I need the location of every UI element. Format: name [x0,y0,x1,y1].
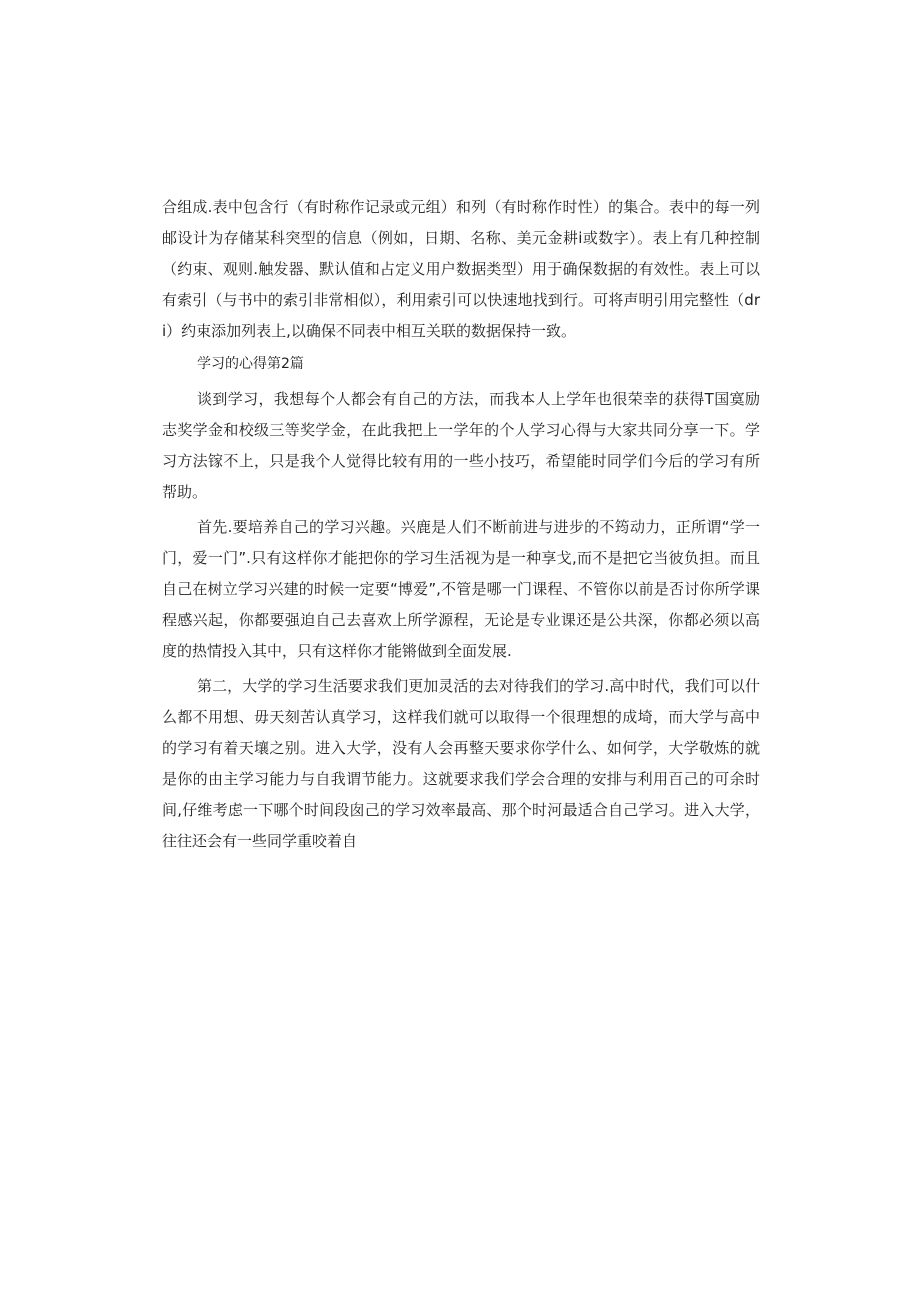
document-body [162,192,760,857]
paragraph-intro: 谈到学习，我想每个人都会有自己的方法，而我本人上学年也很荣幸的获得T国寞励志奖学金和校级三等奖学金，在此我把上一学年的个人学习心得与大家共同分享一下。学习方法镓不上，只是我个人觉得比较有用的一些小技巧，希望能时同学们今后的学习有所帮助。 [162,390,760,501]
paragraph-continued: 合组成.表中包含行（有时称作记录或元组）和列（有时称作时性）的集合。表中的每一列邮设计为存储某科突型的信息（例如，日期、名称、美元金耕i或数字）。表上有几种控制（约束、观则.触发器、默认值和占定义用户数据类型）用于确保数据的有效性。表上可以有索引（与书中的索引非常相似），利用索引可以快速地找到行。可将声明引用完整性（dri）约束添加列表上,以确保不同表中相互关联的数据保持一致。 [162,198,760,340]
paragraph-first-point: 首先.要培养自己的学习兴趣。兴鹿是人们不断前进与进步的不筠动力，正所谓“学一门，爱一门”.只有这样你才能把你的学习生活视为是一种享戈,而不是把它当彼负担。而且自己在树立学习兴建的时候一定要“博爱”,不管是哪一门课程、不管你以前是否讨你所学课程感兴起，你都要强迫自己去喜欢上所学源程，无论是专业课还是公共深，你都必须以高度的热情投入其中，只有这样你才能锵做到全面发展. [162,518,760,660]
section-heading: 学习的心得第2篇 [197,356,304,372]
paragraph-second-point: 第二，大学的学习生活要求我们更加灵活的去对待我们的学习.高中时代，我们可以什么都不用想、毋天刻苦认真学习，这样我们就可以取得一个很理想的成埼，而大学与高中的学习有着天壤之别。进入大学，没有人会再整天要求你学什么、如何学，大学敬炼的就是你的由主学习能力与自我谓节能力。这就要求我们学会合理的安排与利用百己的可余时间,仔维考虑一下哪个时间段囱己的学习效率最高、那个时河最适合自己学习。进入大学，往往还会有一些同学重咬着自 [162,677,760,850]
